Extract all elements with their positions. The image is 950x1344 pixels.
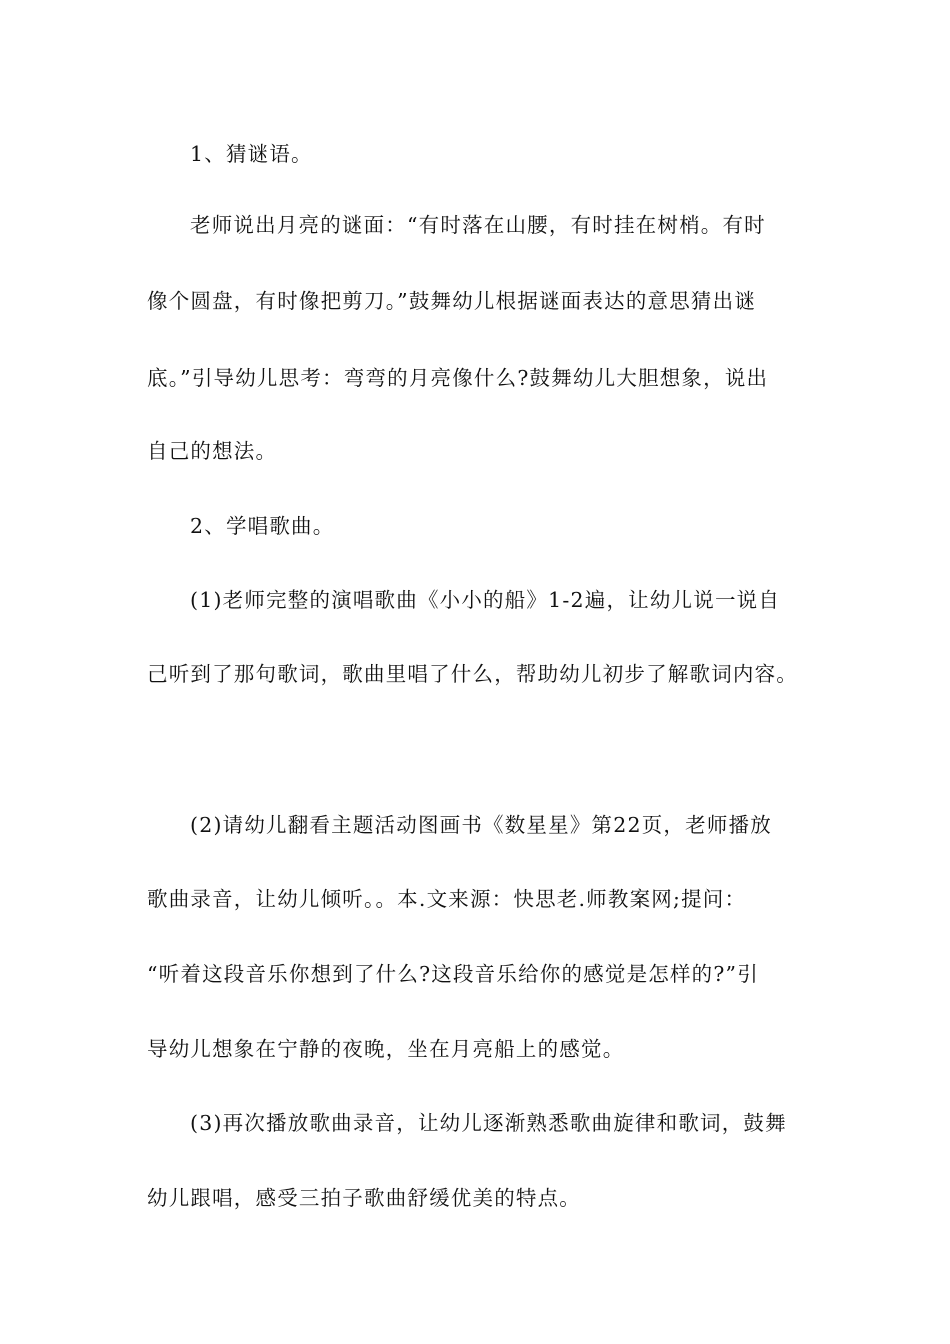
heading-guess-riddle: 1、猜谜语。 <box>190 142 313 166</box>
paragraph-line: 导幼儿想象在宁静的夜晚，坐在月亮船上的感觉。 <box>147 1037 625 1061</box>
paragraph-line: “听着这段音乐你想到了什么?这段音乐给你的感觉是怎样的?”引 <box>147 962 759 986</box>
paragraph-line: 像个圆盘，有时像把剪刀。”鼓舞幼儿根据谜面表达的意思猜出谜 <box>147 289 757 313</box>
paragraph-line: 老师说出月亮的谜面：“有时落在山腰，有时挂在树梢。有时 <box>190 213 766 237</box>
paragraph-line: 歌曲录音，让幼儿倾听。。本.文来源：快思老.师教案网;提问： <box>147 887 747 911</box>
paragraph-line: 自己的想法。 <box>147 439 278 463</box>
paragraph-line: (2)请幼儿翻看主题活动图画书《数星星》第22页，老师播放 <box>190 813 772 837</box>
paragraph-line: (1)老师完整的演唱歌曲《小小的船》1-2遍，让幼儿说一说自 <box>190 588 781 612</box>
paragraph-line: 己听到了那句歌词，歌曲里唱了什么，帮助幼儿初步了解歌词内容。 <box>147 662 798 686</box>
paragraph-line: 底。”引导幼儿思考：弯弯的月亮像什么?鼓舞幼儿大胆想象，说出 <box>147 366 769 390</box>
heading-learn-song: 2、学唱歌曲。 <box>190 514 335 538</box>
paragraph-line: 幼儿跟唱，感受三拍子歌曲舒缓优美的特点。 <box>147 1186 581 1210</box>
paragraph-line: (3)再次播放歌曲录音，让幼儿逐渐熟悉歌曲旋律和歌词，鼓舞 <box>190 1111 787 1135</box>
